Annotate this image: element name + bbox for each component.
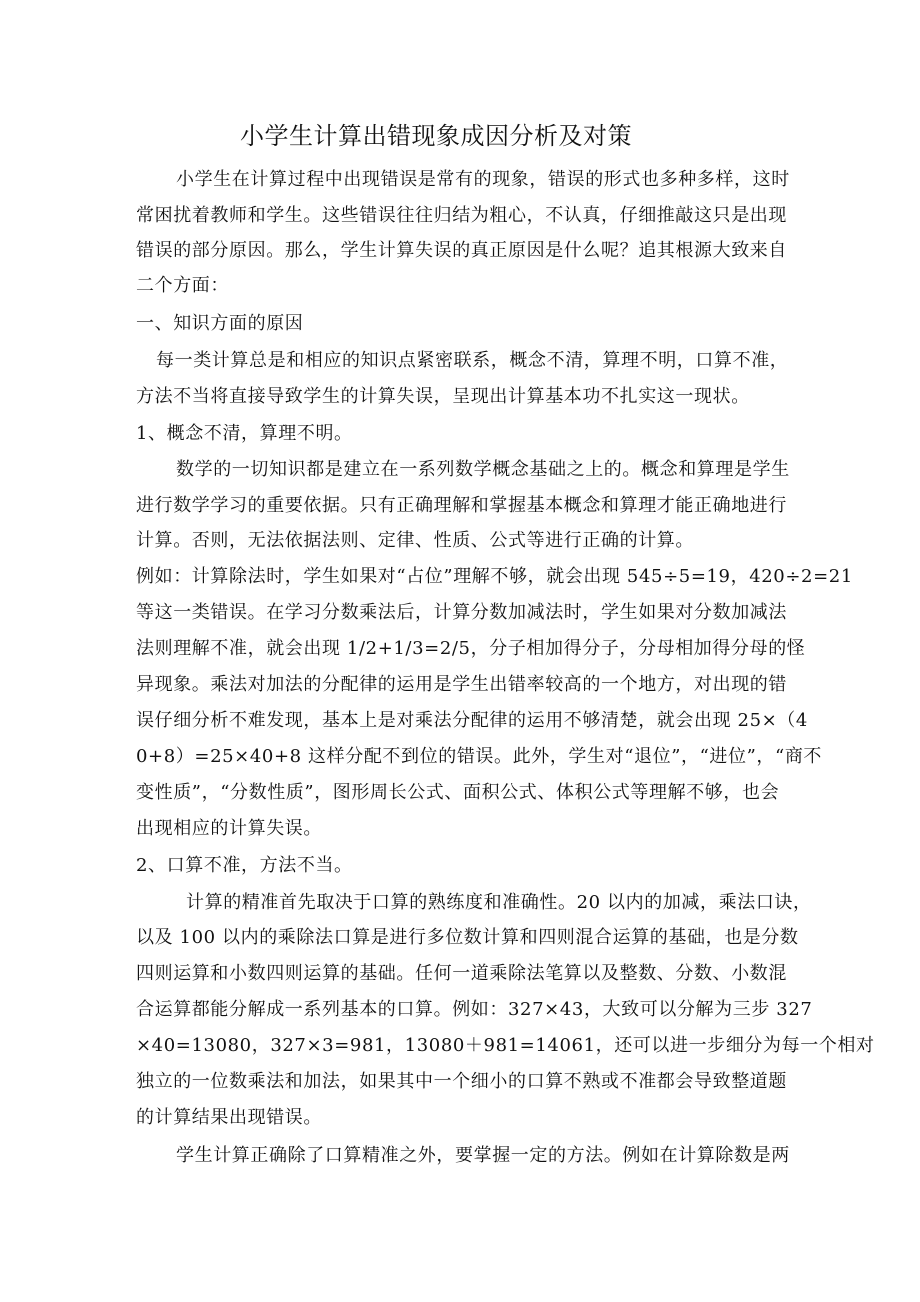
paragraph-line: 以及 100 以内的乘除法口算是进行多位数计算和四则混合运算的基础，也是分数: [136, 927, 799, 948]
section-heading: 一、知识方面的原因: [136, 313, 304, 334]
paragraph-line: 例如：计算除法时，学生如果对“占位”理解不够，就会出现 545÷5=19，420÷2=21: [136, 566, 853, 587]
paragraph-line: 四则运算和小数四则运算的基础。任何一道乘除法笔算以及整数、分数、小数混: [136, 963, 787, 984]
paragraph-line: 独立的一位数乘法和加法，如果其中一个细小的口算不熟或不准都会导致整道题: [136, 1071, 787, 1092]
paragraph-line: 常困扰着教师和学生。这些错误往往归结为粗心，不认真，仔细推敲这只是出现: [136, 205, 787, 226]
paragraph-line: 法则理解不准，就会出现 1/2+1/3=2/5，分子相加得分子，分母相加得分母的怪: [136, 638, 806, 659]
paragraph-line: 方法不当将直接导致学生的计算失误，呈现出计算基本功不扎实这一现状。: [136, 386, 750, 407]
paragraph-line: 合运算都能分解成一系列基本的口算。例如：327×43，大致可以分解为三步 327: [136, 999, 813, 1020]
paragraph-line: 0+8）=25×40+8 这样分配不到位的错误。此外，学生对“退位”，“进位”，“商不: [136, 746, 823, 767]
paragraph-line: 数学的一切知识都是建立在一系列数学概念基础之上的。概念和算理是学生: [176, 459, 790, 480]
paragraph-line: ×40=13080，327×3=981，13080＋981=14061，还可以进一步细分为每一个相对: [136, 1035, 875, 1056]
paragraph-line: 计算的精准首先取决于口算的熟练度和准确性。20 以内的加减，乘法口诀，: [186, 892, 812, 913]
subsection-heading: 1、概念不清，算理不明。: [136, 423, 353, 444]
paragraph-line: 异现象。乘法对加法的分配律的运用是学生出错率较高的一个地方，对出现的错: [136, 674, 787, 695]
subsection-heading: 2、口算不准，方法不当。: [136, 855, 353, 876]
paragraph-line: 的计算结果出现错误。: [136, 1107, 322, 1128]
paragraph-line: 误仔细分析不难发现，基本上是对乘法分配律的运用不够清楚，就会出现 25×（4: [136, 710, 808, 731]
document-title: 小学生计算出错现象成因分析及对策: [240, 122, 632, 150]
paragraph-line: 等这一类错误。在学习分数乘法后，计算分数加减法时，学生如果对分数加减法: [136, 602, 787, 623]
paragraph-line: 出现相应的计算失误。: [136, 818, 322, 839]
paragraph-line: 变性质”，“分数性质”，图形周长公式、面积公式、体积公式等理解不够，也会: [136, 782, 780, 803]
paragraph-line: 每一类计算总是和相应的知识点紧密联系，概念不清，算理不明，口算不准，: [156, 350, 789, 371]
paragraph-line: 错误的部分原因。那么，学生计算失误的真正原因是什么呢？追其根源大致来自: [136, 240, 787, 261]
paragraph-line: 进行数学学习的重要依据。只有正确理解和掌握基本概念和算理才能正确地进行: [136, 495, 787, 516]
paragraph-line: 小学生在计算过程中出现错误是常有的现象，错误的形式也多种多样，这时: [176, 169, 790, 190]
paragraph-line: 学生计算正确除了口算精准之外，要掌握一定的方法。例如在计算除数是两: [176, 1145, 790, 1166]
paragraph-line: 计算。否则，无法依据法则、定律、性质、公式等进行正确的计算。: [136, 530, 694, 551]
paragraph-line: 二个方面：: [136, 275, 229, 296]
